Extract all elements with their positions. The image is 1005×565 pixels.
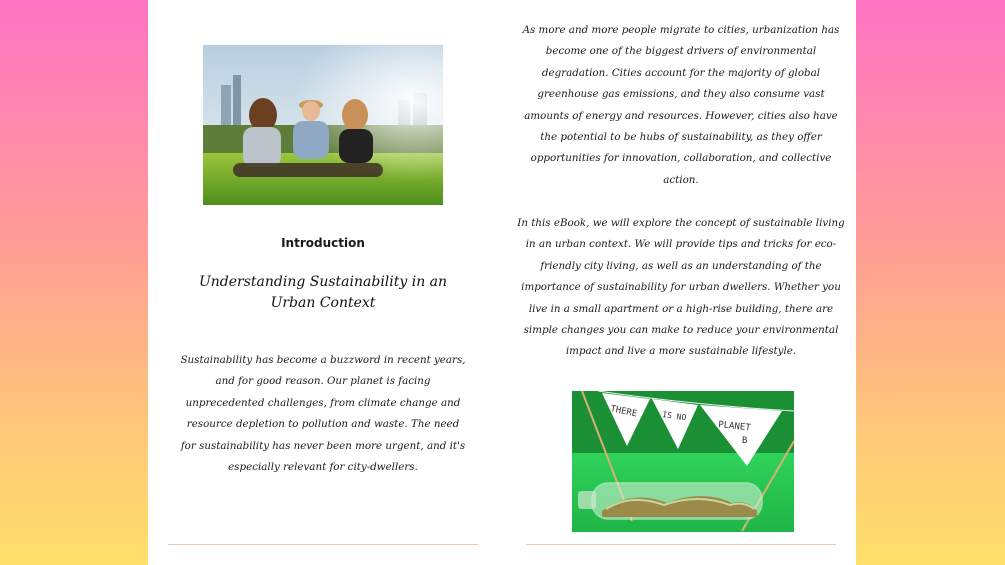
section-label: Introduction <box>281 236 365 250</box>
ebook-overview-paragraph: In this eBook, we will explore the concept of sustainable living in an urban context. We will provide tips and tricks for eco-friendly city living, as well as an understanding of the importance of sustainability for urban dwellers. Whether you live in a small apartment or a high-rise building, there are simple changes you can make to reduce your environmental impact and live a more sustainable lifestyle. <box>517 217 845 358</box>
bunting-word-1: THERE <box>609 404 638 420</box>
urbanization-paragraph: As more and more people migrate to cities, urbanization has become one of the biggest drivers of environmental degradation. Cities account for the majority of global greenhouse gas emissions, and they also consume vast amounts of energy and resources. However, cities also have the potential to be hubs of sustainability, as they offer opportunities for innovation, collaboration, and collective action. <box>522 24 840 186</box>
page-divider <box>526 544 836 545</box>
bunting-word-4: B <box>742 436 748 446</box>
friends-in-park-photo <box>203 45 443 205</box>
ebook-spread <box>148 0 856 565</box>
intro-paragraph: Sustainability has become a buzzword in recent years, and for good reason. Our planet is facing unprecedented challenges, from climate change and resource depletion to pollution and waste. The need for sustainability has never been more urgent, and it's especially relevant for city-dwellers. <box>180 354 466 474</box>
page-divider <box>168 544 478 545</box>
chapter-subtitle: Understanding Sustainability in an Urban Context <box>198 274 448 311</box>
no-planet-b-photo <box>572 391 794 532</box>
right-page <box>506 0 856 565</box>
bunting-word-2: IS NO <box>661 410 687 423</box>
bunting-word-3: PLANET <box>717 420 752 434</box>
left-page <box>148 0 498 565</box>
